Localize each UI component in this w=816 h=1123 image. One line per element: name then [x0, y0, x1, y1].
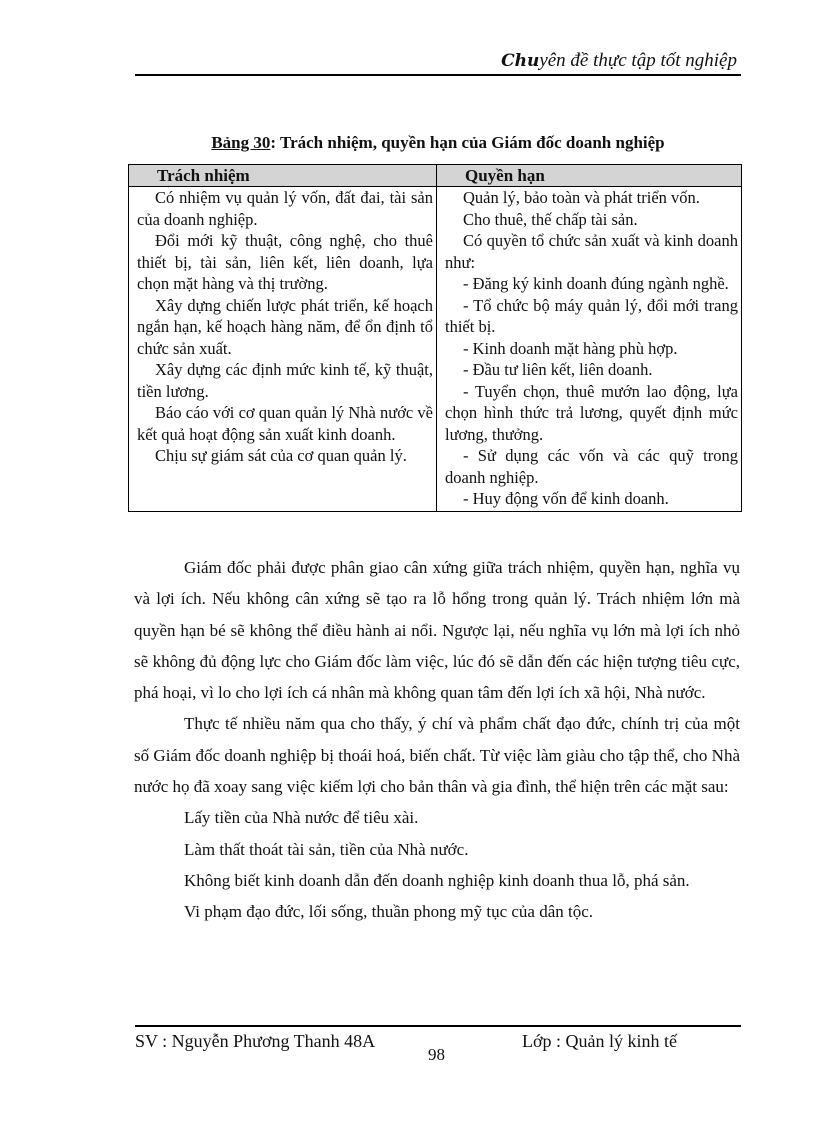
responsibility-item: Báo cáo với cơ quan quản lý Nhà nước về kết quả hoạt động sản xuất kinh doanh. — [137, 403, 433, 444]
header-title — [501, 50, 737, 72]
responsibility-item: Xây dựng chiến lược phát triển, kế hoạch ngắn hạn, kế hoạch hàng năm, để ổn định tổ chức sản xuất. — [137, 295, 433, 358]
caption-text: : Trách nhiệm, quyền hạn của Giám đốc doanh nghiệp — [270, 133, 665, 152]
page-number: 98 — [428, 1045, 445, 1064]
header-responsibility: Trách nhiệm — [129, 165, 437, 187]
body-paragraph: Thực tế nhiều năm qua cho thấy, ý chí và phẩm chất đạo đức, chính trị của một số Giám đốc doanh nghiệp bị thoái hoá, biến chất. Từ việc làm giàu cho tập thể, cho Nhà nước họ đã xoay sang việc kiếm lợi cho bản thân và gia đình, thể hiện trên các mặt sau: — [134, 714, 740, 797]
table-caption — [130, 133, 746, 153]
authority-item: - Kinh doanh mặt hàng phù hợp. — [463, 338, 678, 358]
footer-divider — [135, 1025, 741, 1027]
authority-item: - Huy động vốn để kinh doanh. — [463, 489, 669, 508]
caption-label: Bảng 30 — [211, 133, 271, 152]
responsibility-item: Chịu sự giám sát của cơ quan quản lý. — [155, 446, 407, 465]
authority-item: - Sử dụng các vốn và các quỹ trong doanh nghiệp. — [445, 446, 738, 487]
responsibility-cell — [129, 187, 437, 512]
list-item: Không biết kinh doanh dẫn đến doanh nghiệp kinh doanh thua lỗ, phá sản. — [184, 870, 690, 890]
page-header — [135, 46, 741, 76]
footer-class: Lớp : Quản lý kinh tế — [522, 1031, 677, 1051]
authority-item: - Tổ chức bộ máy quản lý, đổi mới trang thiết bị. — [445, 295, 738, 336]
list-item: Lấy tiền của Nhà nước để tiêu xài. — [184, 808, 419, 828]
responsibility-item: Xây dựng các định mức kinh tế, kỹ thuật, tiền lương. — [137, 360, 433, 401]
header-title-rest: yên đề thực tập tốt nghiệp — [539, 50, 737, 71]
list-item: Làm thất thoát tài sản, tiền của Nhà nước. — [184, 839, 469, 859]
authority-item: Có quyền tổ chức sản xuất và kinh doanh như: — [445, 231, 738, 272]
header-authority: Quyền hạn — [437, 165, 742, 187]
authority-item: - Tuyển chọn, thuê mướn lao động, lựa chọn hình thức trả lương, quyết định mức lương, thưởng. — [445, 381, 738, 444]
authority-item: Quản lý, bảo toàn và phát triển vốn. — [463, 188, 700, 207]
authority-cell — [437, 187, 742, 512]
authority-item: Cho thuê, thế chấp tài sản. — [463, 209, 638, 229]
body-paragraph: Giám đốc phải được phân giao cân xứng giữa trách nhiệm, quyền hạn, nghĩa vụ và lợi ích. Nếu không cân xứng sẽ tạo ra lỗ hổng trong quản lý. Trách nhiệm lớn mà quyền hạn bé sẽ không thể điều hành ai nổi. Ngược lại, nếu nghĩa vụ lớn mà lợi ích nhỏ sẽ không đủ động lực cho Giám đốc làm việc, lúc đó sẽ dẫn đến các hiện tượng tiêu cực, phá hoại, vì lo cho lợi ích cá nhân mà không quan tâm đến lợi ích xã hội, Nhà nước. — [134, 558, 740, 703]
authority-item: - Đầu tư liên kết, liên doanh. — [463, 360, 653, 379]
table-header-row — [129, 165, 742, 187]
table-row — [129, 187, 742, 512]
list-item: Vi phạm đạo đức, lối sống, thuần phong mỹ tục của dân tộc. — [184, 902, 594, 922]
header-cursive-prefix: Chu — [501, 51, 540, 71]
responsibility-item: Đổi mới kỹ thuật, công nghệ, cho thuê thiết bị, tài sản, liên kết, liên doanh, lựa chọn mặt hàng và thị trường. — [137, 231, 433, 293]
responsibility-table — [128, 164, 742, 512]
authority-item: - Đăng ký kinh doanh đúng ngành nghề. — [463, 274, 729, 293]
body-text — [134, 552, 740, 928]
responsibility-item: Có nhiệm vụ quản lý vốn, đất đai, tài sản của doanh nghiệp. — [137, 188, 433, 229]
footer-student: SV : Nguyễn Phương Thanh 48A — [135, 1031, 376, 1051]
